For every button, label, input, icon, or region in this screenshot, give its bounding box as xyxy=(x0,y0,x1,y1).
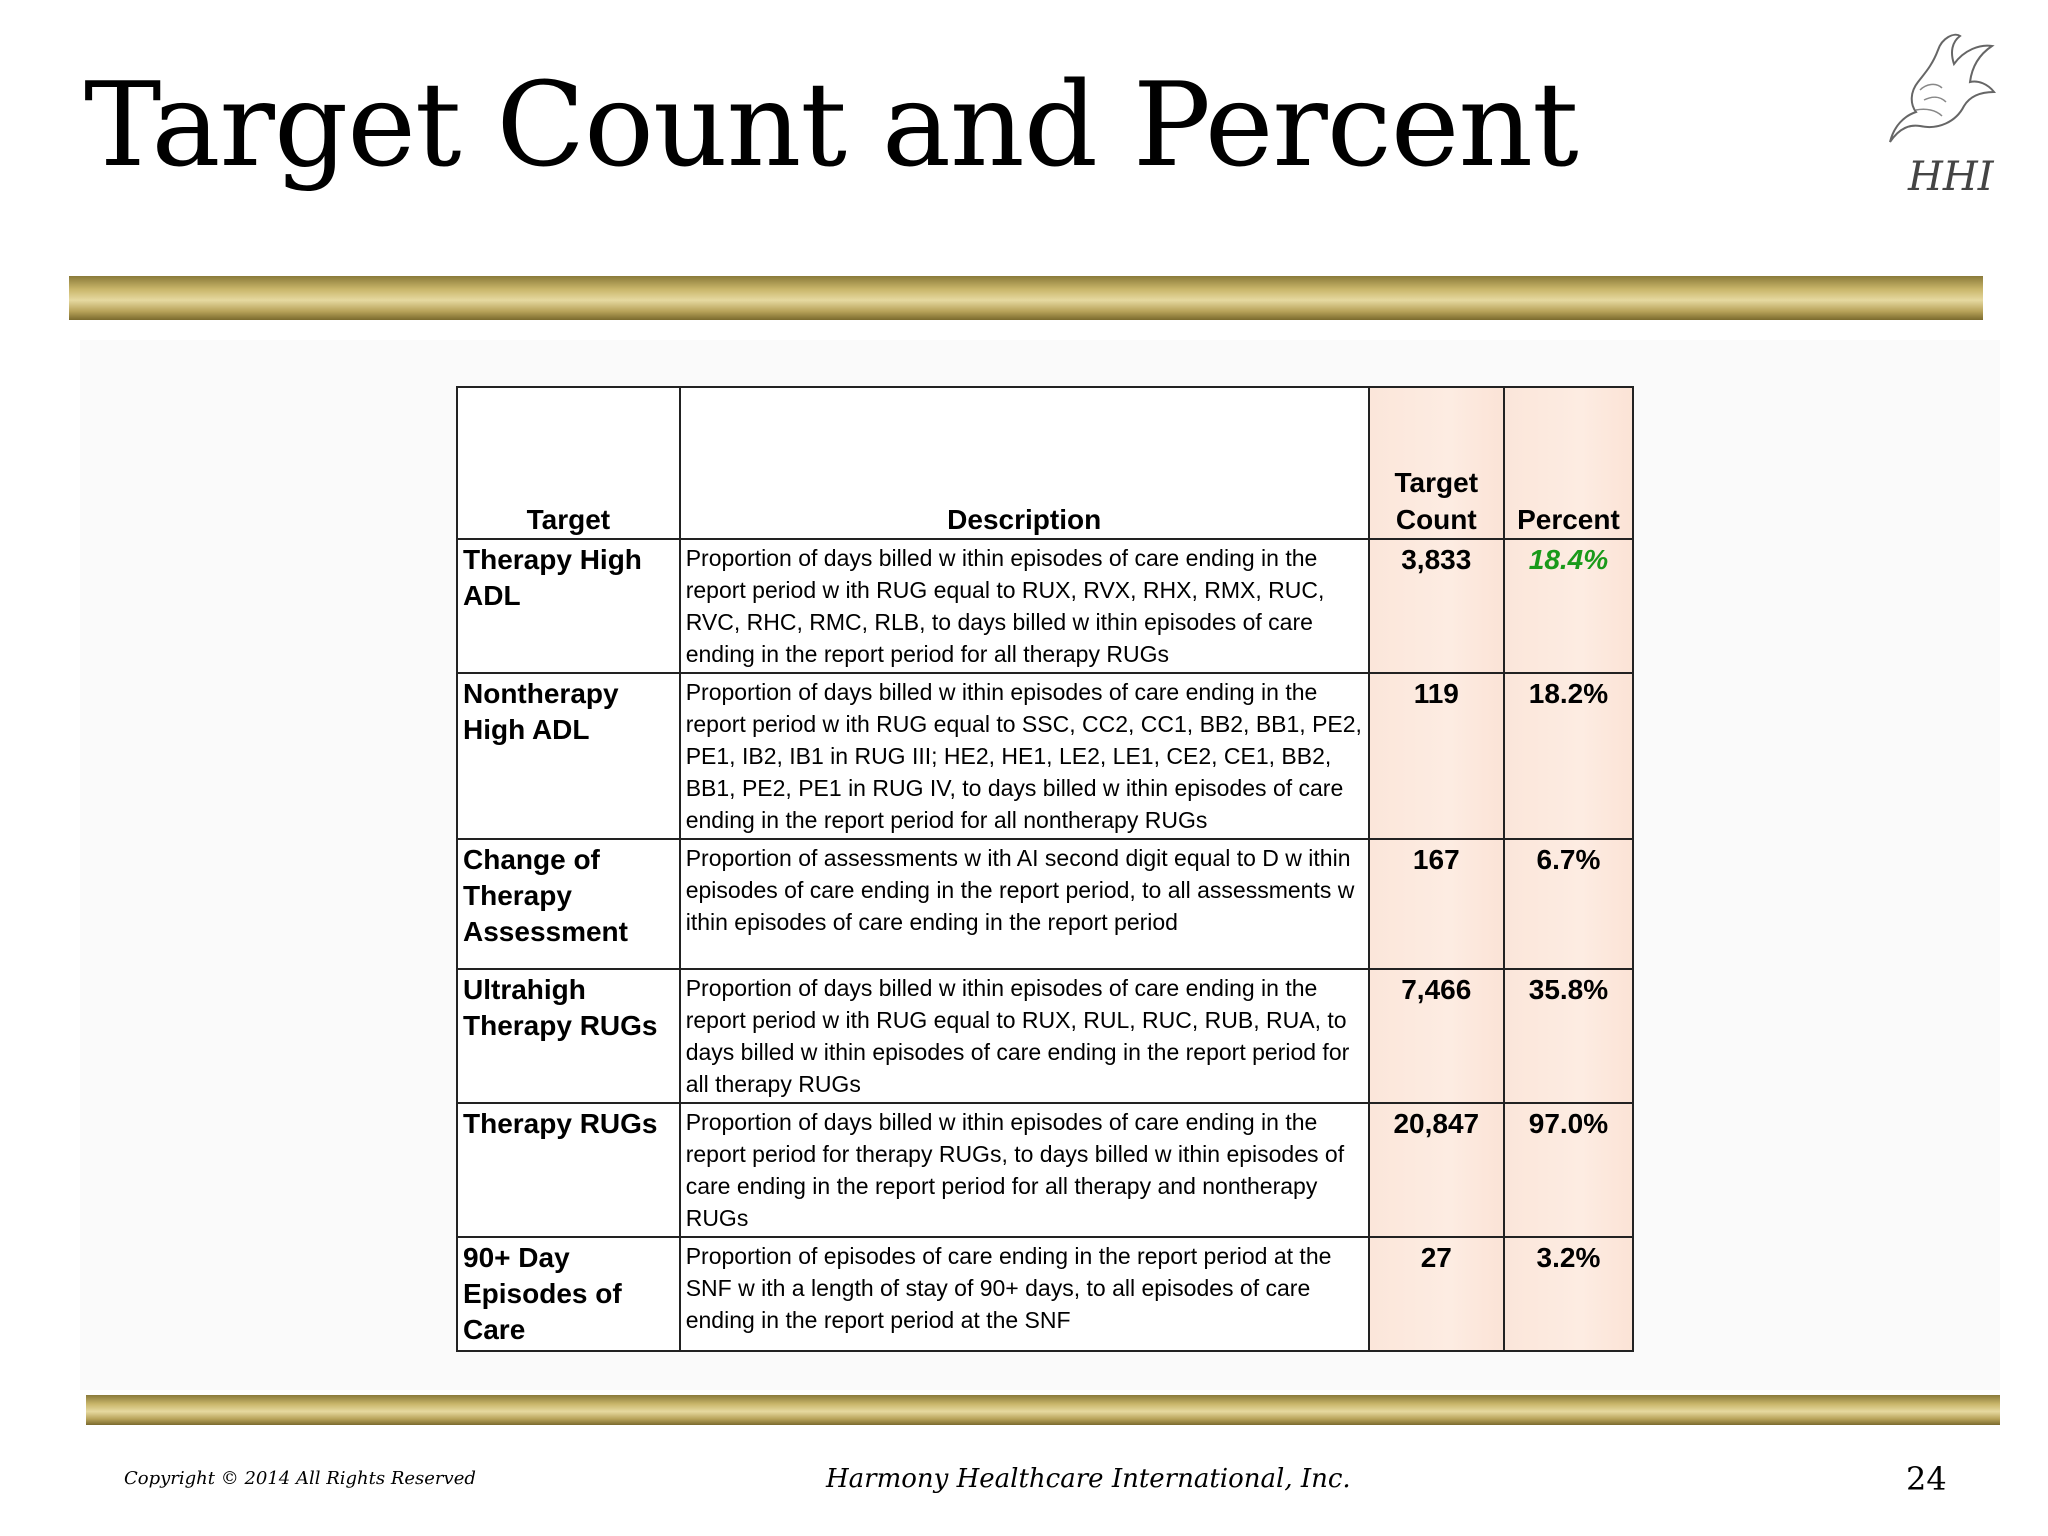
target-description: Proportion of days billed w ithin episodes of care ending in the report period w ith RUG equal to SSC, CC2, CC1, BB2, BB1, PE2, PE1, IB2, IB1 in RUG III; HE2, HE1, LE2, LE1, CE2, CE1, BB2, BB1, PE2, PE1 in RUG IV, to days billed w ithin episodes of care ending in the report period for all nontherapy RUGs xyxy=(680,673,1369,839)
target-count: 27 xyxy=(1369,1237,1504,1351)
target-count: 119 xyxy=(1369,673,1504,839)
target-count: 3,833 xyxy=(1369,539,1504,673)
target-description: Proportion of days billed w ithin episodes of care ending in the report period w ith RUG equal to RUX, RVX, RHX, RMX, RUC, RVC, RHC, RMC, RLB, to days billed w ithin episodes of care ending in the report period for all therapy RUGs xyxy=(680,539,1369,673)
table-row xyxy=(457,1237,1633,1351)
target-description: Proportion of assessments w ith AI second digit equal to D w ithin episodes of care ending in the report period, to all assessments w ithin episodes of care ending in the report period xyxy=(680,839,1369,969)
header-target: Target xyxy=(457,387,680,539)
target-name: Therapy High ADL xyxy=(457,539,680,673)
target-name: Nontherapy High ADL xyxy=(457,673,680,839)
target-count: 7,466 xyxy=(1369,969,1504,1103)
target-count: 20,847 xyxy=(1369,1103,1504,1237)
footer-company: Harmony Healthcare International, Inc. xyxy=(826,1464,1351,1494)
table-row xyxy=(457,839,1633,969)
table-row xyxy=(457,539,1633,673)
target-table xyxy=(456,386,1634,1352)
target-name: Ultrahigh Therapy RUGs xyxy=(457,969,680,1103)
table-header-row xyxy=(457,387,1633,539)
dove-logo-icon xyxy=(1880,30,2010,200)
target-description: Proportion of days billed w ithin episodes of care ending in the report period for therapy RUGs, to days billed w ithin episodes of care ending in the report period for all therapy and nontherapy RUGs xyxy=(680,1103,1369,1237)
footer-copyright: Copyright © 2014 All Rights Reserved xyxy=(124,1468,476,1489)
header-target-count: Target Count xyxy=(1369,387,1504,539)
target-percent: 3.2% xyxy=(1504,1237,1633,1351)
table-row xyxy=(457,1103,1633,1237)
target-name: Change of Therapy Assessment xyxy=(457,839,680,969)
decorative-gold-bar-top xyxy=(69,276,1983,320)
page-number: 24 xyxy=(1906,1460,1947,1498)
target-name: 90+ Day Episodes of Care xyxy=(457,1237,680,1351)
table-row xyxy=(457,969,1633,1103)
slide-title: Target Count and Percent xyxy=(84,58,1578,193)
target-name: Therapy RUGs xyxy=(457,1103,680,1237)
header-percent: Percent xyxy=(1504,387,1633,539)
target-percent xyxy=(1504,539,1633,673)
svg-text:HHI: HHI xyxy=(1908,154,1994,200)
target-description: Proportion of days billed w ithin episodes of care ending in the report period w ith RUG equal to RUX, RUL, RUC, RUB, RUA, to days billed w ithin episodes of care ending in the report period for all therapy RUGs xyxy=(680,969,1369,1103)
target-count: 167 xyxy=(1369,839,1504,969)
target-percent: 97.0% xyxy=(1504,1103,1633,1237)
decorative-gold-bar-bottom xyxy=(86,1395,2000,1425)
highlighted-percent: 18.4% xyxy=(1528,544,1609,575)
target-percent: 35.8% xyxy=(1504,969,1633,1103)
header-description: Description xyxy=(680,387,1369,539)
target-percent: 18.2% xyxy=(1504,673,1633,839)
target-description: Proportion of episodes of care ending in the report period at the SNF w ith a length of stay of 90+ days, to all episodes of care ending in the report period at the SNF xyxy=(680,1237,1369,1351)
target-percent: 6.7% xyxy=(1504,839,1633,969)
table-row xyxy=(457,673,1633,839)
